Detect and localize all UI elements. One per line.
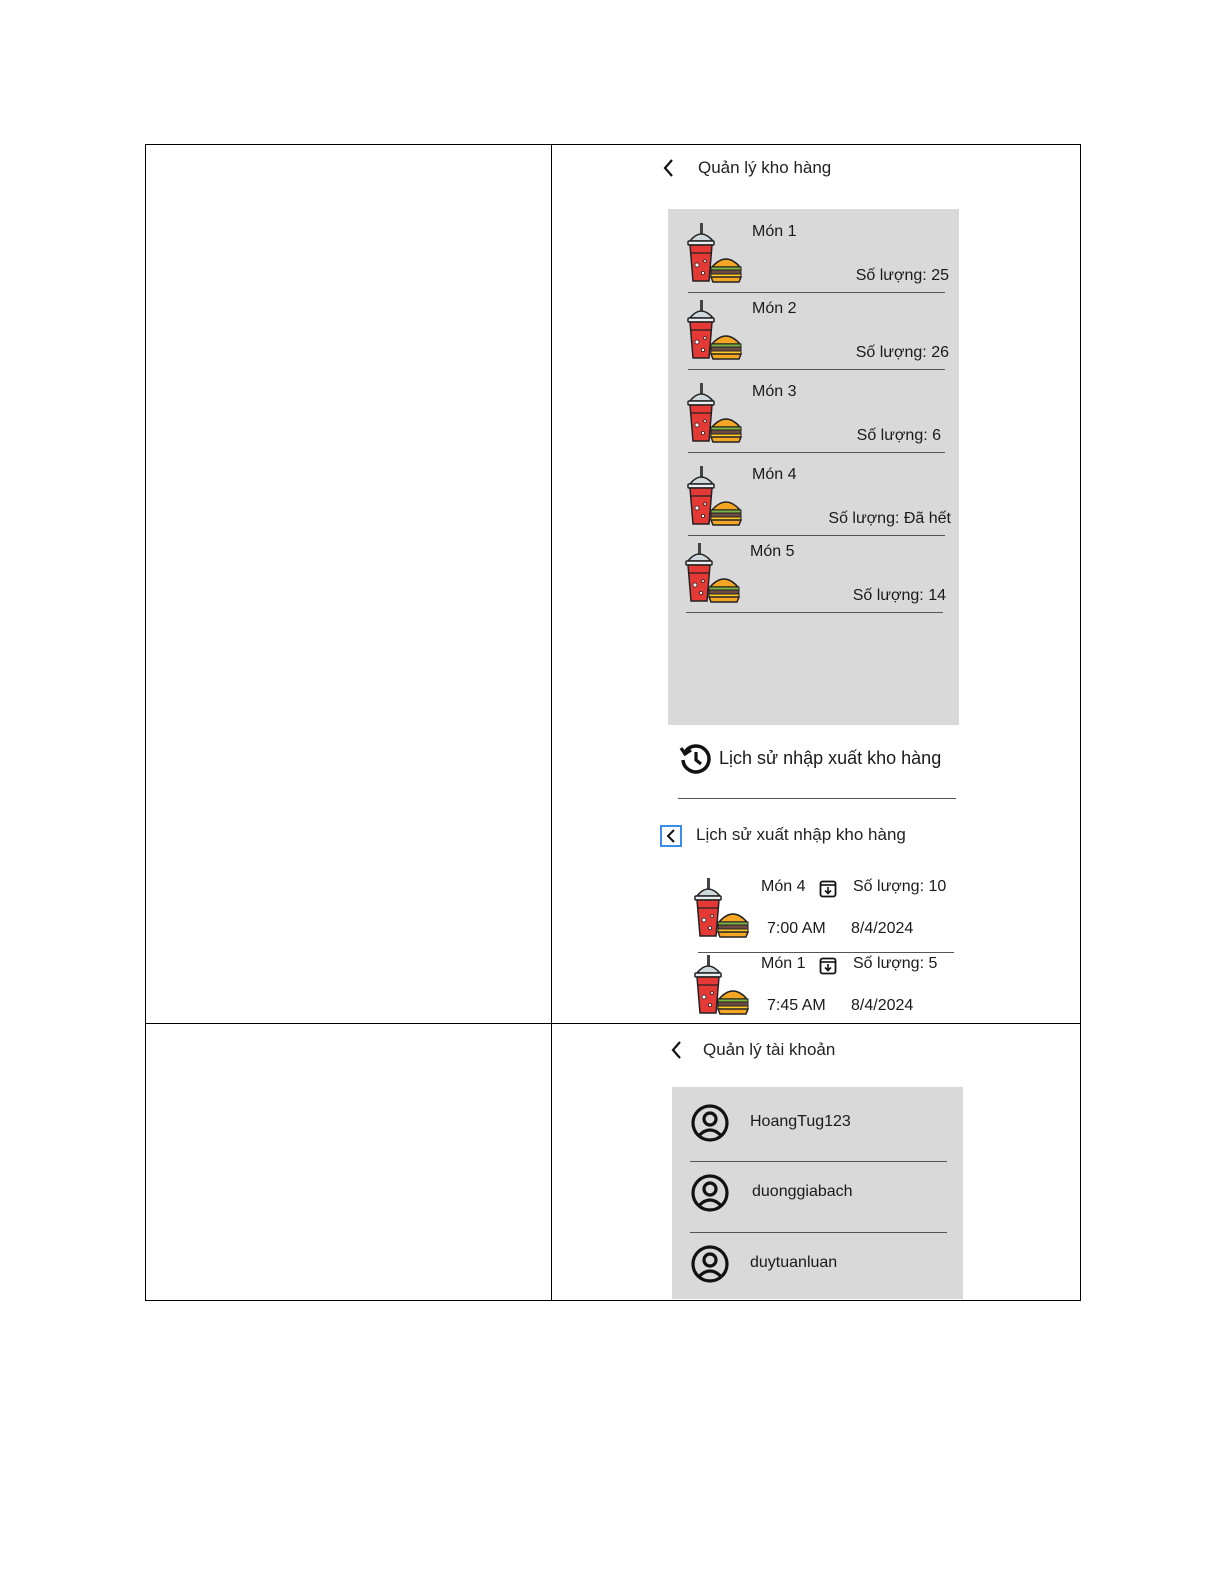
username: HoangTug123: [750, 1113, 851, 1130]
drink-burger-icon: [693, 955, 749, 1017]
history-row[interactable]: [693, 955, 963, 1031]
page-title: Quản lý kho hàng: [698, 158, 832, 177]
history-item-name: Món 1: [761, 955, 806, 972]
accounts-title: Quản lý tài khoản: [703, 1040, 836, 1059]
import-download-icon: [819, 957, 837, 975]
item-name: Món 3: [752, 383, 797, 400]
item-quantity: Số lượng: 25: [855, 267, 949, 284]
item-name: Món 1: [752, 223, 797, 240]
drink-burger-icon: [686, 466, 742, 528]
back-button[interactable]: [660, 825, 682, 847]
history-time: 7:00 AM: [767, 920, 826, 937]
chevron-left-icon[interactable]: [660, 157, 678, 179]
item-quantity: Số lượng: 26: [855, 344, 949, 361]
list-item[interactable]: [672, 1157, 963, 1227]
user-avatar-icon: [690, 1244, 730, 1284]
history-item-name: Món 4: [761, 878, 806, 895]
history-row[interactable]: [693, 878, 963, 954]
history-quantity: Số lượng: 5: [853, 955, 938, 972]
chevron-left-icon[interactable]: [668, 1039, 686, 1061]
list-item[interactable]: [668, 529, 959, 605]
table-column-divider: [551, 145, 552, 1300]
history-title: Lịch sử xuất nhập kho hàng: [696, 825, 906, 844]
import-download-icon: [819, 880, 837, 898]
divider: [686, 612, 943, 613]
item-quantity: Số lượng: 14: [852, 587, 946, 604]
username: duytuanluan: [750, 1254, 838, 1271]
list-item[interactable]: [672, 1087, 963, 1157]
item-quantity: Số lượng: Đã hết: [828, 510, 951, 527]
history-date: 8/4/2024: [851, 920, 914, 937]
username: duonggiabach: [752, 1183, 853, 1200]
drink-burger-icon: [686, 300, 742, 362]
history-icon: [679, 742, 713, 776]
history-date: 8/4/2024: [851, 997, 914, 1014]
drink-burger-icon: [693, 878, 749, 940]
history-button[interactable]: [675, 738, 955, 782]
user-avatar-icon: [690, 1103, 730, 1143]
list-item[interactable]: [668, 209, 959, 285]
divider: [698, 952, 954, 953]
list-item[interactable]: [668, 369, 959, 445]
divider: [678, 798, 956, 799]
list-item[interactable]: [672, 1228, 963, 1298]
list-item[interactable]: [668, 452, 959, 528]
item-name: Món 2: [752, 300, 797, 317]
item-quantity: Số lượng: 6: [856, 427, 941, 444]
chevron-left-icon: [664, 828, 678, 844]
inventory-list-panel: [668, 209, 959, 725]
drink-burger-icon: [684, 543, 740, 605]
drink-burger-icon: [686, 223, 742, 285]
history-button-label: Lịch sử nhập xuất kho hàng: [719, 748, 942, 768]
history-quantity: Số lượng: 10: [853, 878, 947, 895]
accounts-list-panel: [672, 1087, 963, 1299]
user-avatar-icon: [690, 1173, 730, 1213]
item-name: Món 4: [752, 466, 797, 483]
item-name: Món 5: [750, 543, 795, 560]
drink-burger-icon: [686, 383, 742, 445]
list-item[interactable]: [668, 286, 959, 362]
history-time: 7:45 AM: [767, 997, 826, 1014]
